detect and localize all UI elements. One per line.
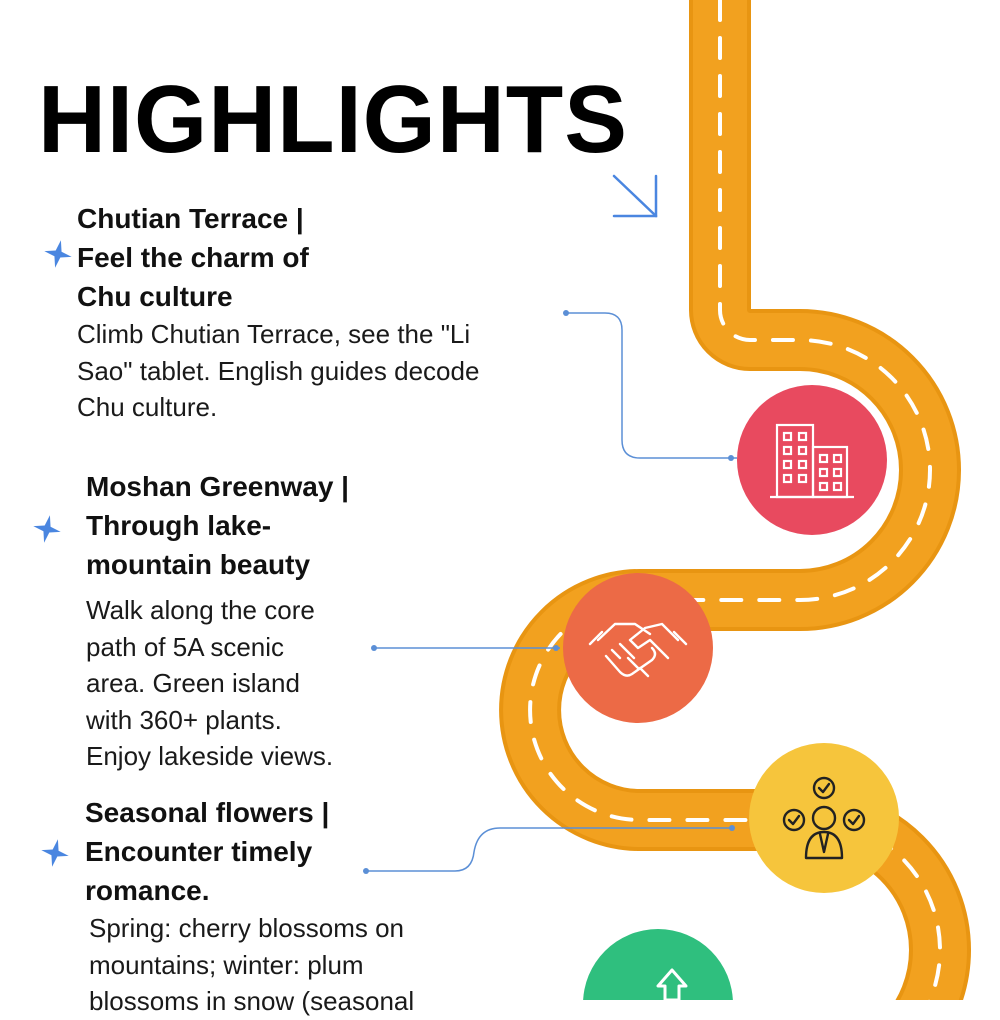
highlight-item-1	[77, 199, 479, 426]
icon-circle-4	[583, 929, 733, 1000]
highlight-item-3	[85, 793, 414, 1020]
page-title: HIGHLIGHTS	[38, 66, 628, 173]
icon-circle-3	[749, 743, 899, 893]
highlight-heading: Chutian Terrace | Feel the charm of Chu culture	[77, 203, 309, 312]
highlight-description: Walk along the core path of 5A scenic area. Green island with 360+ plants. Enjoy lakeside views.	[86, 595, 334, 771]
highlight-item-2	[86, 467, 349, 775]
icon-circle-2	[563, 573, 713, 723]
highlight-heading: Moshan Greenway | Through lake- mountain beauty	[86, 471, 350, 580]
star-icon	[32, 514, 62, 544]
highlight-heading: Seasonal flowers | Encounter timely romance.	[85, 797, 330, 906]
icon-circle-1	[737, 385, 887, 535]
star-icon	[43, 239, 73, 269]
diagonal-arrow-icon	[614, 176, 656, 216]
highlight-description: Spring: cherry blossoms on mountains; winter: plum blossoms in snow (seasonal	[89, 913, 415, 1016]
highlight-description: Climb Chutian Terrace, see the "Li Sao" tablet. English guides decode Chu culture.	[77, 319, 480, 422]
star-icon	[40, 838, 70, 868]
